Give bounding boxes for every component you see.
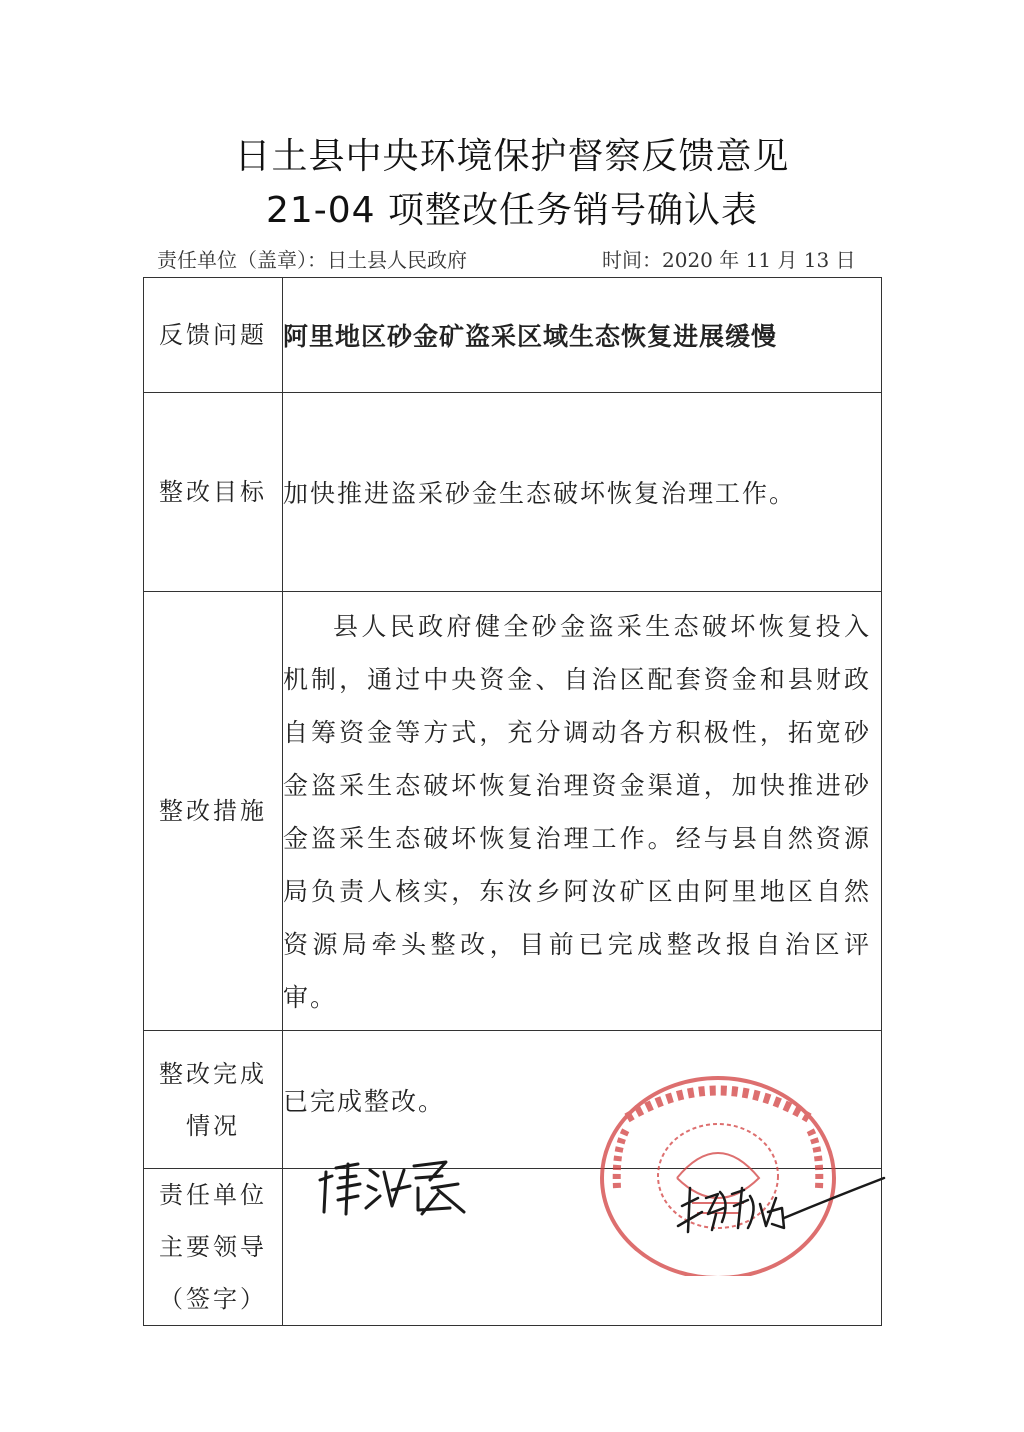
row-label-completion-status <box>144 1031 283 1169</box>
row-label-signature-line3: （签字） <box>159 1285 267 1313</box>
table-row-rectification-measures <box>144 592 882 1031</box>
table-row-feedback-issue <box>144 278 882 393</box>
row-label-signature-line1: 责任单位 <box>159 1181 267 1209</box>
measures-paragraph: 县人民政府健全砂金盗采生态破坏恢复投入机制，通过中央资金、自治区配套资金和县财政自筹资金等方式，充分调动各方积极性，拓宽砂金盗采生态破坏恢复治理资金渠道，加快推进砂金盗采生态破坏恢复治理工作。经与县自然资源局负责人核实，东汝乡阿汝矿区由阿里地区自然资源局牵头整改，目前已完成整改报自治区评审。 <box>283 612 871 1012</box>
row-content-completion-status: 已完成整改。 <box>283 1031 882 1169</box>
row-label-completion-line2: 情况 <box>186 1111 240 1140</box>
handwritten-signature <box>318 1150 468 1220</box>
document-title-line2: 21-04 项整改任务销号确认表 <box>265 190 759 231</box>
row-label-rectification-goal: 整改目标 <box>144 393 283 592</box>
table-row-rectification-goal <box>144 393 882 592</box>
row-content-rectification-goal: 加快推进盗采砂金生态破坏恢复治理工作。 <box>283 393 882 592</box>
document-title-line1: 日土县中央环境保护督察反馈意见 <box>234 136 790 177</box>
responsible-unit-label: 责任单位（盖章）：日土县人民政府 <box>157 248 467 272</box>
row-label-signature-line2: 主要领导 <box>159 1233 267 1261</box>
row-label-feedback-issue: 反馈问题 <box>144 278 283 393</box>
date-label: 时间：2020 年 11 月 13 日 <box>602 248 856 272</box>
row-label-completion-line1: 整改完成 <box>159 1059 267 1088</box>
handwritten-signature-secondary <box>672 1168 887 1240</box>
row-label-rectification-measures: 整改措施 <box>144 592 283 1031</box>
row-content-rectification-measures <box>283 592 882 1031</box>
row-label-leader-signature <box>144 1169 283 1326</box>
row-content-feedback-issue: 阿里地区砂金矿盗采区域生态恢复进展缓慢 <box>283 278 882 393</box>
